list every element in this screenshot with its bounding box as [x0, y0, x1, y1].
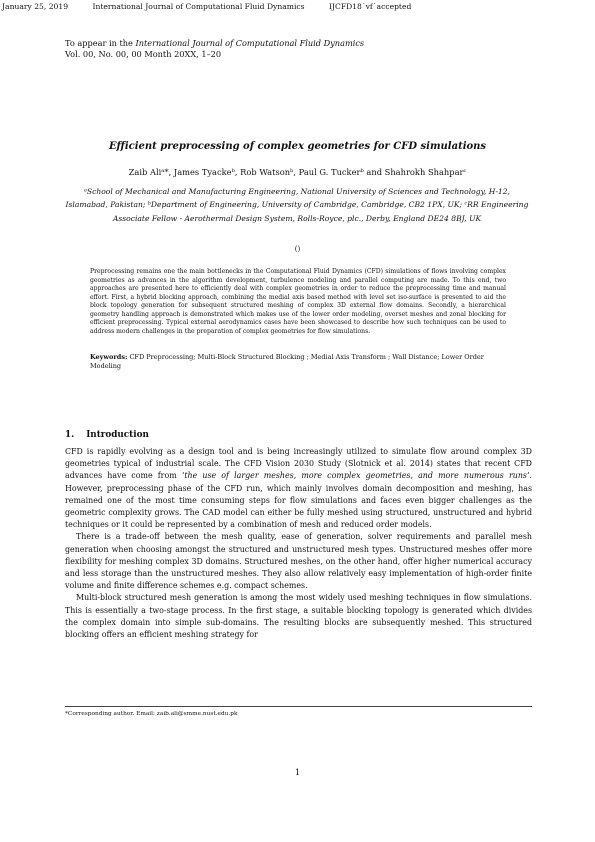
paragraph: CFD is rapidly evolving as a design tool and is being increasingly utilized to simulate flow around complex 3D geometries typical of industrial scale. The CFD Vision 2030 Study (Slotnick et al. 2014) states that recent CFD advances have come from ‘the use of larger meshes, more complex geometries, and more numerous runs’. However, preprocessing phase of the CFD run, which mainly involves domain decomposition and meshing, has remained one of the most time consuming steps for flow simulations and faces even bigger challenges as the geometric complexity grows. The CAD model can either be fully meshed using structured, unstructured and hybrid techniques or it could be represented by a combination of mesh and reduced order models.	[65, 447, 532, 530]
keywords	[90, 353, 506, 372]
journal-name: International Journal of Computational Fluid Dynamics	[135, 38, 365, 48]
body-text	[65, 446, 532, 641]
abstract: Preprocessing remains one the main bottlenecks in the Computational Fluid Dynamics (CFD) simulations of flows involving complex geometries as advances in the algorithm development, turbulence modeling and parallel computing are made. To this end, two approaches are presented here to efficiently deal with complex geometries in order to reduce the preprocessing time and manual effort. First, a hybrid blocking approach, combining the medial axis based method with level set iso-surface is presented to aid the block topology generation for subsequent structured meshing of complex 3D external flow domains. Secondly, a hierarchical geometry handling approach is demonstrated which makes use of the lower order modeling, overset meshes and zonal blocking for efficient preprocessing. Typical external aerodynamics cases have been showcased to describe how such techniques can be used to address modern challenges in the preparation of complex geometries for flow simulations.	[90, 268, 506, 335]
section-title: Introduction	[86, 430, 149, 440]
section-number: 1.	[65, 430, 75, 440]
header-journal: International Journal of Computational Fluid Dynamics	[92, 2, 305, 11]
paragraph: There is a trade-off between the mesh quality, ease of generation, solver requirements and parallel mesh generation when choosing amongst the structured and unstructured mesh types. Unstructured meshes offer more flexibility for meshing complex 3D domains. Structured meshes, on the other hand, offer higher numerical accuracy and less storage than the unstructured meshes. They also allow relatively easy implementation of high-order finite volume and finite difference schemes e.g. compact schemes.	[65, 532, 532, 591]
keywords-label: Keywords:	[90, 353, 128, 361]
keywords-text: CFD Preprocessing; Multi-Block Structured Blocking ; Medial Axis Transform ; Wall Distance; Lower Order Modeling	[90, 353, 484, 371]
footnote-rule	[65, 706, 532, 707]
footnote: *Corresponding author. Email: zaib.ali@smme.nust.edu.pk	[65, 711, 238, 717]
affiliations: ᵃSchool of Mechanical and Manufacturing Engineering, National University of Sciences and Technology, H-12, Islamabad, Pakistan; ᵇDepartment of Engineering, University of Cambridge, Cambridge, CB2 1PX, UK; ᶜRR Engineering Associate Fellow - Aerothermal Design System, Rolls-Royce, plc., Derby, England DE24 8BJ, UK	[65, 187, 529, 223]
appear-line: To appear in the International Journal of Computational Fluid Dynamics	[65, 38, 365, 48]
author-list: Zaib Aliᵃ*, James Tyackeᵇ, Rob Watsonᵇ, Paul G. Tuckerᵇ and Shahrokh Shahparᶜ	[128, 167, 467, 177]
paragraph: Multi-block structured mesh generation is among the most widely used meshing techniques in flow simulations. This is essentially a two-stage process. In the first stage, a suitable blocking topology is generated which divides the complex domain into simple sub-domains. The resulting blocks are subsequently meshed. This structured blocking offers an efficient meshing strategy for	[65, 593, 532, 640]
paper-title: Efficient preprocessing of complex geometries for CFD simulations	[108, 141, 487, 152]
page-number: 1	[294, 767, 301, 777]
header-date: January 25, 2019	[2, 2, 69, 11]
running-header	[2, 2, 433, 11]
publication-info	[65, 38, 364, 60]
section-heading	[65, 430, 149, 440]
volume-line: Vol. 00, No. 00, 00 Month 20XX, 1–20	[65, 49, 222, 59]
dates-line: ()	[294, 245, 301, 253]
quote: the use of larger meshes, more complex geometries, and more numerous runs	[184, 471, 527, 481]
header-manuscript-id: IJCFD18˙vf˙accepted	[328, 2, 412, 11]
